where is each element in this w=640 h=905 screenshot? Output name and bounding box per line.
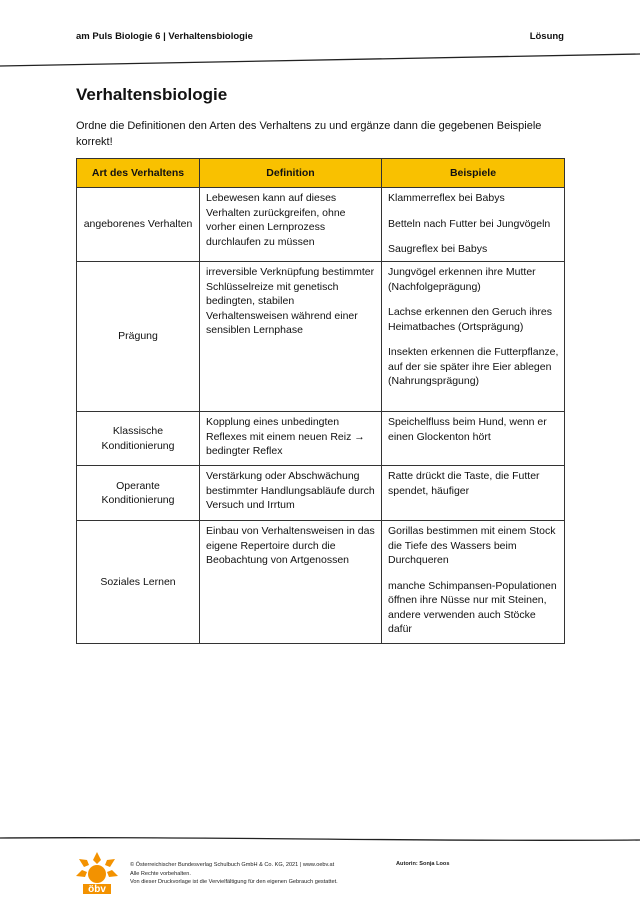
example-item: Insekten erkennen die Futterpflanze, auf der sie später ihre Eier ablegen (Nahrungsprägung) xyxy=(388,346,559,387)
example-item: Gorillas bestimmen mit einem Stock die Tiefe des Wassers beim Durchqueren xyxy=(388,525,556,566)
behavior-type: Soziales Lernen xyxy=(77,521,200,644)
behavior-examples xyxy=(382,466,565,521)
rights-line: Alle Rechte vorbehalten. xyxy=(130,870,191,877)
page-header xyxy=(76,31,564,45)
behavior-examples xyxy=(382,521,565,644)
example-item: manche Schimpansen-Populationen öffnen ihre Nüsse nur mit Steinen, andere verwenden auch Stöcke dafür xyxy=(388,579,557,635)
instructions: Ordne die Definitionen den Arten des Verhaltens zu und ergänze dann die gegebenen Beispiele korrekt! xyxy=(76,120,542,148)
example-item: Lachse erkennen den Geruch ihres Heimatbaches (Ortsprägung) xyxy=(388,306,553,333)
copyright-line: © Österreichischer Bundesverlag Schulbuch GmbH & Co. KG, 2021 | www.oebv.at xyxy=(130,862,335,868)
behavior-examples xyxy=(382,412,565,466)
table-row xyxy=(77,521,565,644)
header-solution-label: Lösung xyxy=(529,31,564,42)
example-item: Klammerreflex bei Babys xyxy=(388,192,505,204)
usage-line: Von dieser Druckvorlage ist die Vervielfältigung für den eigenen Gebrauch gestattet. xyxy=(130,879,338,885)
example-item: Betteln nach Futter bei Jungvögeln xyxy=(388,217,551,230)
behavior-definition: Lebewesen kann auf dieses Verhalten zurückgreifen, ohne vorher einen Lernprozess durchlaufen zu müssen xyxy=(200,188,382,262)
table-header-row xyxy=(77,159,565,188)
behavior-definition: Einbau von Verhaltensweisen in das eigene Repertoire durch die Beobachtung von Artgenossen xyxy=(200,521,382,644)
behavior-type: angeborenes Verhalten xyxy=(77,188,200,262)
header-title: am Puls Biologie 6 | Verhaltensbiologie xyxy=(76,31,253,42)
example-item: Saugreflex bei Babys xyxy=(388,243,488,255)
table-row xyxy=(77,188,565,262)
behavior-type: Prägung xyxy=(77,262,200,412)
behavior-table xyxy=(76,158,565,644)
column-header-definition: Definition xyxy=(200,159,382,188)
behavior-type: Operante Konditionierung xyxy=(77,466,200,521)
behavior-type: Klassische Konditionierung xyxy=(77,412,200,466)
table-row xyxy=(77,412,565,466)
header-divider xyxy=(0,50,640,90)
behavior-examples xyxy=(382,262,565,412)
table-row xyxy=(77,466,565,521)
logo-text: öbv xyxy=(88,884,106,895)
behavior-definition: Verstärkung oder Abschwächung bestimmter Handlungsabläufe durch Versuch und Irrtum xyxy=(200,466,382,521)
table-row xyxy=(77,262,565,412)
author-credit: Autorin: Sonja Loos xyxy=(396,861,450,867)
example-item: Jungvögel erkennen ihre Mutter (Nachfolgeprägung) xyxy=(388,266,536,293)
footer-copyright xyxy=(130,861,338,887)
behavior-definition: Kopplung eines unbedingten Reflexes mit einem neuen Reiz → bedingter Reflex xyxy=(200,412,382,466)
behavior-examples xyxy=(382,188,565,262)
example-item: Ratte drückt die Taste, die Futter spendet, häufiger xyxy=(388,470,540,497)
example-item: Speichelfluss beim Hund, wenn er einen Glockenton hört xyxy=(388,416,547,443)
oebv-logo-icon xyxy=(74,850,120,896)
column-header-examples: Beispiele xyxy=(382,159,565,188)
behavior-definition: irreversible Verknüpfung bestimmter Schlüsselreize mit genetisch bedingten, stabilen Verhaltensweisen während einer sensiblen Lernphase xyxy=(200,262,382,412)
column-header-type: Art des Verhaltens xyxy=(77,159,200,188)
page-title: Verhaltensbiologie xyxy=(76,85,228,104)
